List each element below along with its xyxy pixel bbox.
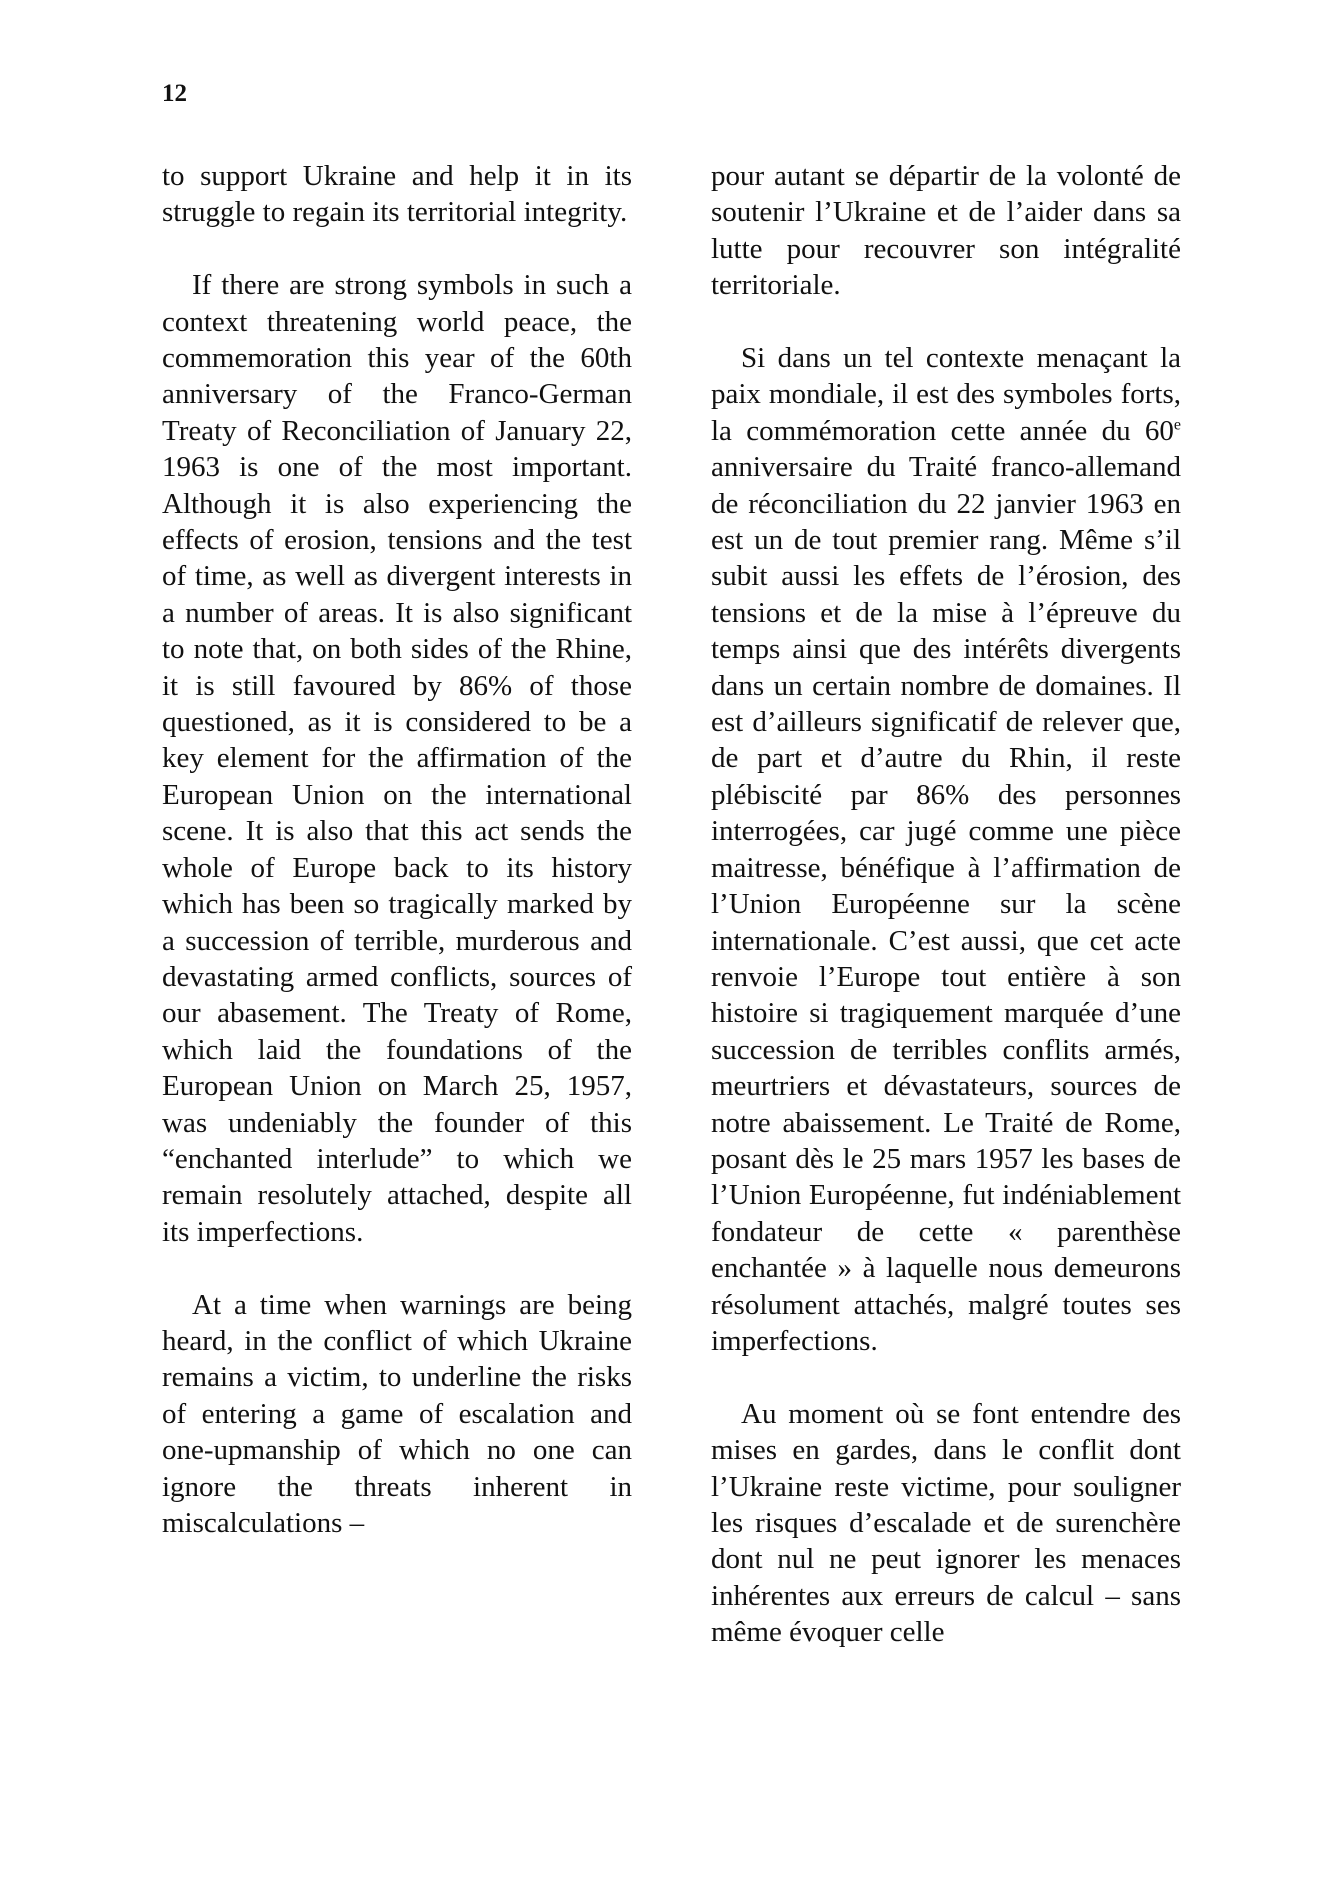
english-column [162,158,632,1541]
ordinal-superscript: e [1173,416,1181,434]
page-number: 12 [162,80,187,107]
french-paragraph-1: pour autant se départir de la volonté de soutenir l’Ukraine et de l’aider dans sa lutte pour recouvrer son intégralité territoriale. [711,160,1181,302]
french-paragraph-2-start: Si dans un tel contexte menaçant la paix mondiale, il est des symboles forts, la commémoration cette année du 60 [711,342,1181,447]
french-paragraph-2 [711,340,1181,1359]
french-paragraph-2-end: anniversaire du Traité franco-allemand de réconciliation du 22 janvier 1963 en est un de tout premier rang. Même s’il subit aussi les effets de l’érosion, des tensions et de la mise à l’épreuve du temps ainsi que des intérêts divergents dans un certain nombre de domaines. Il est d’ailleurs significatif de relever que, de part et d’autre du Rhin, il reste plébiscité par 86% des personnes interrogées, car jugé comme une pièce maitresse, bénéfique à l’affirmation de l’Union Européenne sur la scène internationale. C’est aussi, que cet acte renvoie l’Europe tout entière à son histoire si tragiquement marquée d’une succession de terribles conflits armés, meurtriers et dévastateurs, sources de notre abaissement. Le Traité de Rome, posant dès le 25 mars 1957 les bases de l’Union Européenne, fut indéniablement fondateur de cette « parenthèse enchantée » à laquelle nous demeurons résolument attachés, malgré toutes ses imperfections. [711,451,1181,1357]
english-paragraph-3: At a time when warnings are being heard, in the conflict of which Ukraine remains a victim, to underline the risks of entering a game of escalation and one-upmanship of which no one can ignore the threats inherent in miscalculations – [162,1288,632,1539]
french-column [711,158,1181,1651]
english-paragraph-1: to support Ukraine and help it in its struggle to regain its territorial integrity. [162,160,632,229]
english-paragraph-2: If there are strong symbols in such a context threatening world peace, the commemoration this year of the 60th anniversary of the Franco-German Treaty of Reconciliation of January 22, 1963 is one of the most important. Although it is also experiencing the effects of erosion, tensions and the test of time, as well as divergent interests in a number of areas. It is also significant to note that, on both sides of the Rhine, it is still favoured by 86% of those questioned, as it is considered to be a key element for the affirmation of the European Union on the international scene. It is also that this act sends the whole of Europe back to its history which has been so tragically marked by a succession of terrible, murderous and devastating armed conflicts, sources of our abasement. The Treaty of Rome, which laid the foundations of the European Union on March 25, 1957, was undeniably the founder of this “enchanted interlude” to which we remain resolutely attached, despite all its imperfections. [162,269,632,1248]
french-paragraph-3: Au moment où se font entendre des mises en gardes, dans le conflit dont l’Ukraine reste victime, pour souligner les risques d’escalade et de surenchère dont nul ne peut ignorer les menaces inhérentes aux erreurs de calcul – sans même évoquer celle [711,1397,1181,1649]
